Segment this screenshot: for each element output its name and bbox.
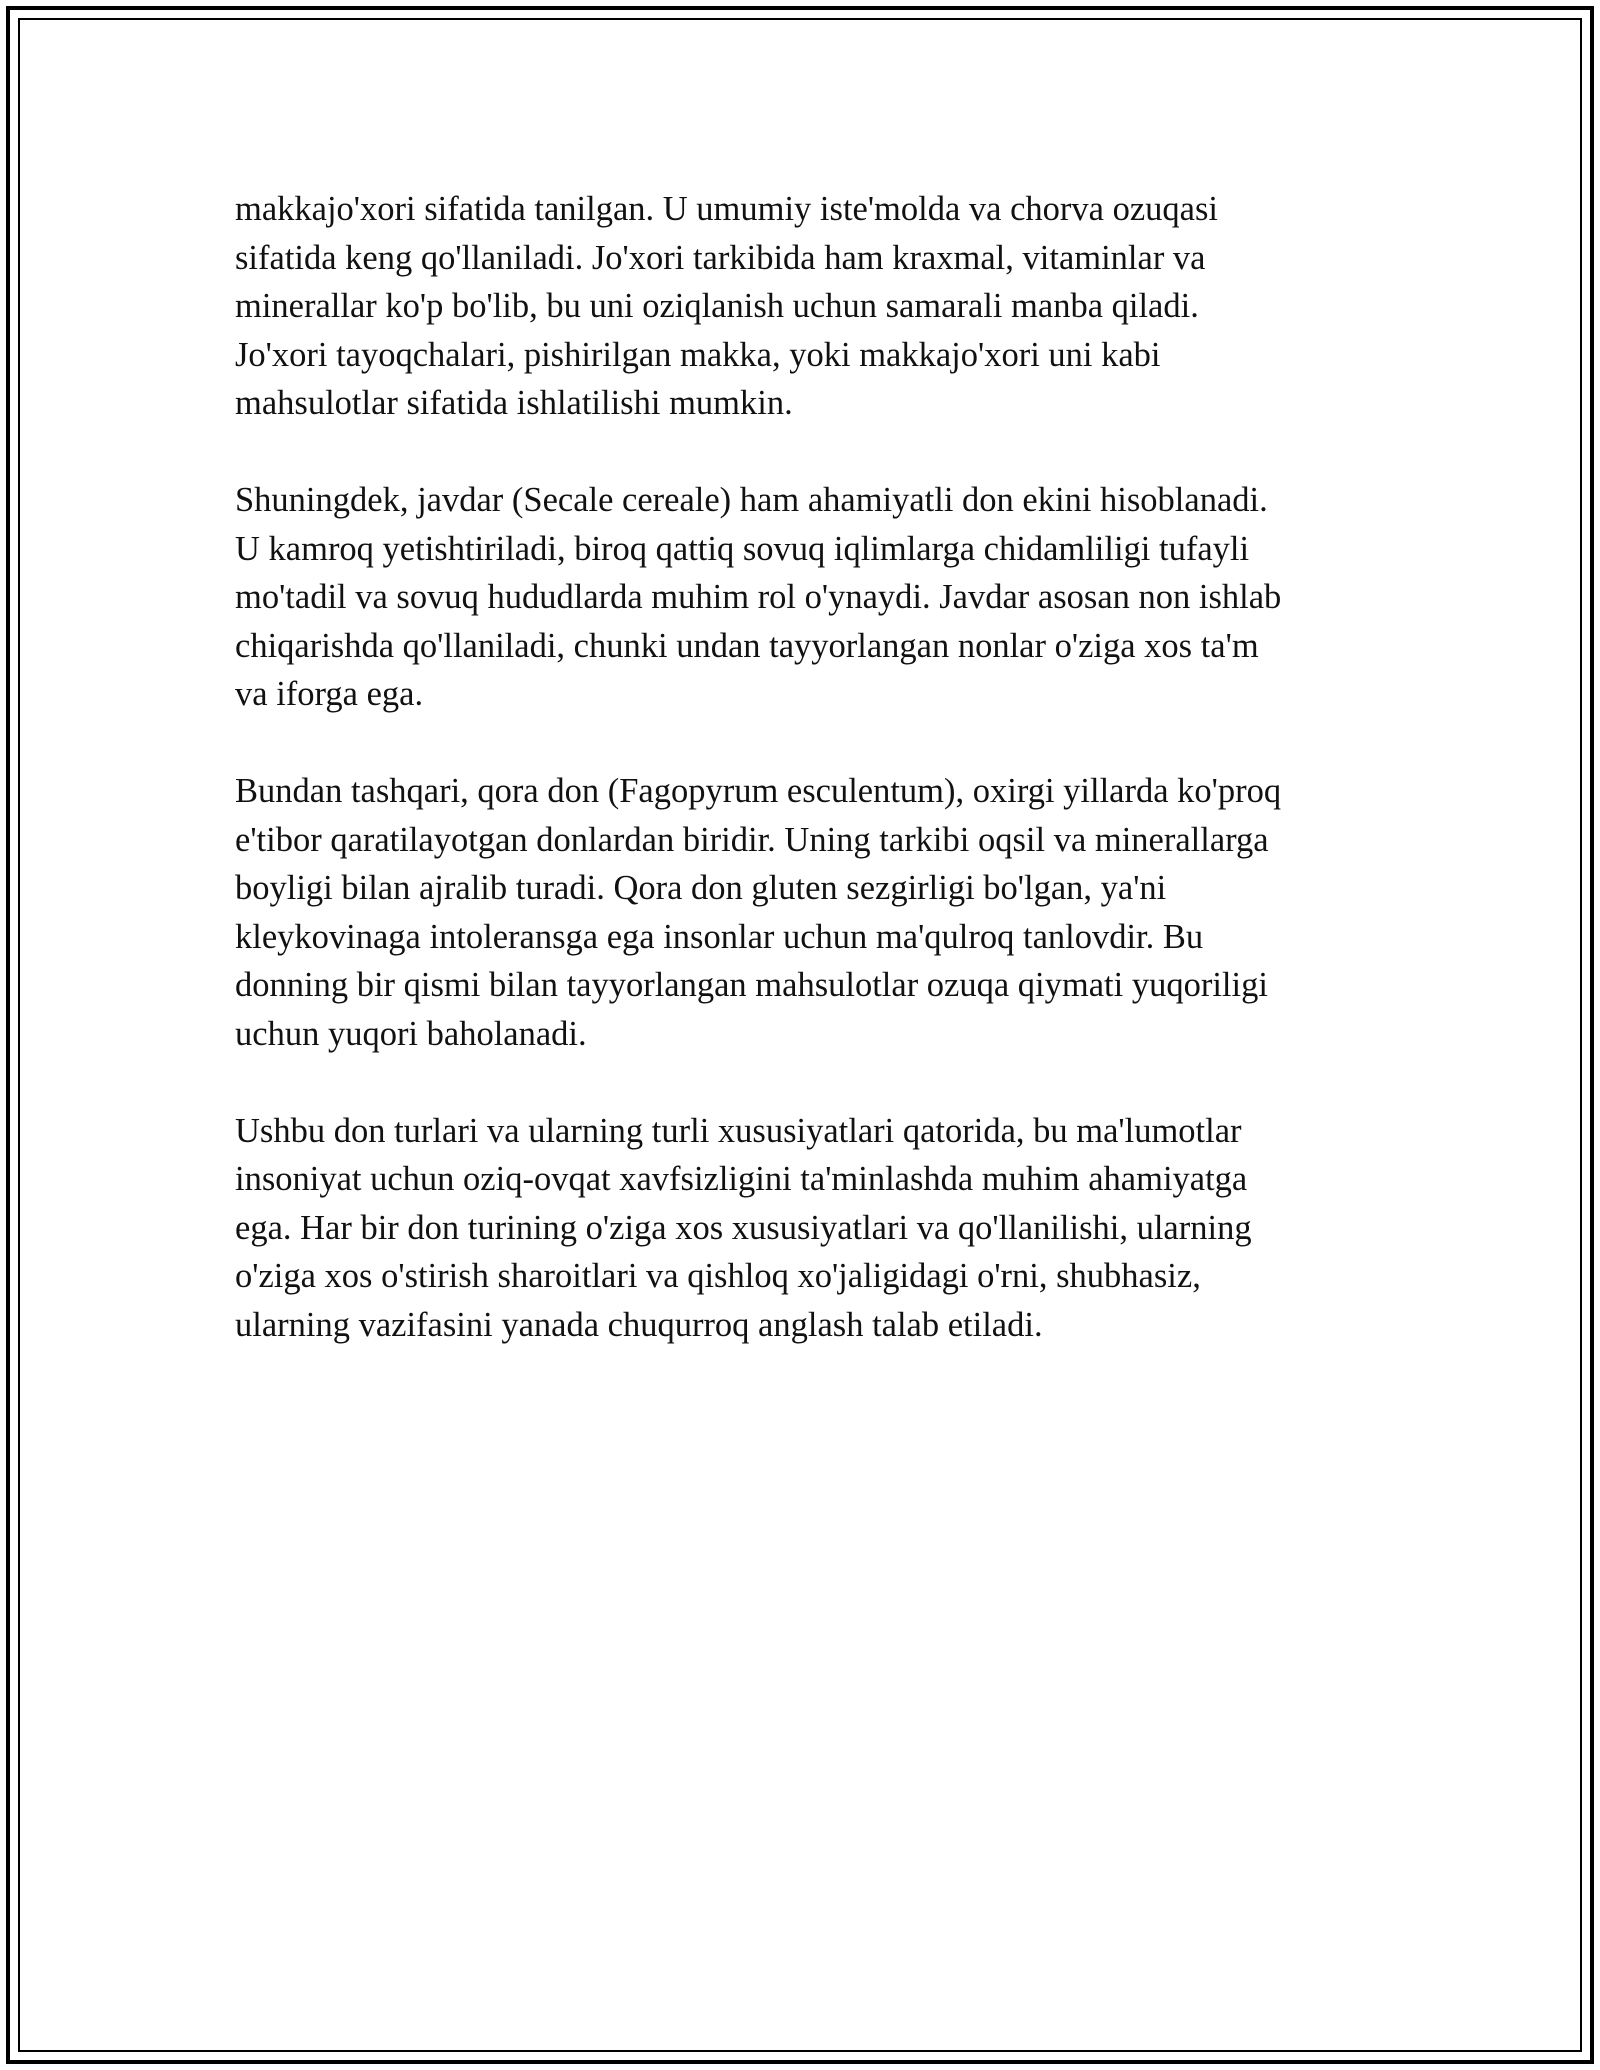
paragraph-corn: makkajo'xori sifatida tanilgan. U umumiy iste'molda va chorva ozuqasi sifatida keng qo'llaniladi. Jo'xori tarkibida ham kraxmal, vitaminlar va minerallar ko'p bo'lib, bu uni oziqlanish uchun samarali manba qiladi. Jo'xori tayoqchalari, pishirilgan makka, yoki makkajo'xori uni kabi mahsulotlar sifatida ishlatilishi mumkin. — [235, 190, 1218, 422]
paragraph-conclusion: Ushbu don turlari va ularning turli xususiyatlari qatorida, bu ma'lumotlar insoniyat uchun oziq-ovqat xavfsizligini ta'minlashda muhim ahamiyatga ega. Har bir don turining o'ziga xos xususiyatlari va qo'llanilishi, ularning o'ziga xos o'stirish sharoitlari va qishloq xo'jaligidagi o'rni, shubhasiz, ularning vazifasini yanada chuqurroq anglash talab etiladi. — [235, 1111, 1252, 1344]
paragraph-buckwheat: Bundan tashqari, qora don (Fagopyrum esculentum), oxirgi yillarda ko'proq e'tibor qaratilayotgan donlardan biridir. Uning tarkibi oqsil va minerallarga boyligi bilan ajralib turadi. Qora don gluten sezgirligi bo'lgan, ya'ni kleykovinaga intoleransga ega insonlar uchun ma'qulroq tanlovdir. Bu donning bir qismi bilan tayyorlangan mahsulotlar ozuqa qiymati yuqoriligi uchun yuqori baholanadi. — [235, 772, 1282, 1053]
document-body — [235, 185, 1375, 1398]
paragraph-rye: Shuningdek, javdar (Secale cereale) ham ahamiyatli don ekini hisoblanadi. U kamroq yetishtiriladi, biroq qattiq sovuq iqlimlarga chidamliligi tufayli mo'tadil va sovuq hududlarda muhim rol o'ynaydi. Javdar asosan non ishlab chiqarishda qo'llaniladi, chunki undan tayyorlangan nonlar o'ziga xos ta'm va iforga ega. — [235, 481, 1282, 713]
